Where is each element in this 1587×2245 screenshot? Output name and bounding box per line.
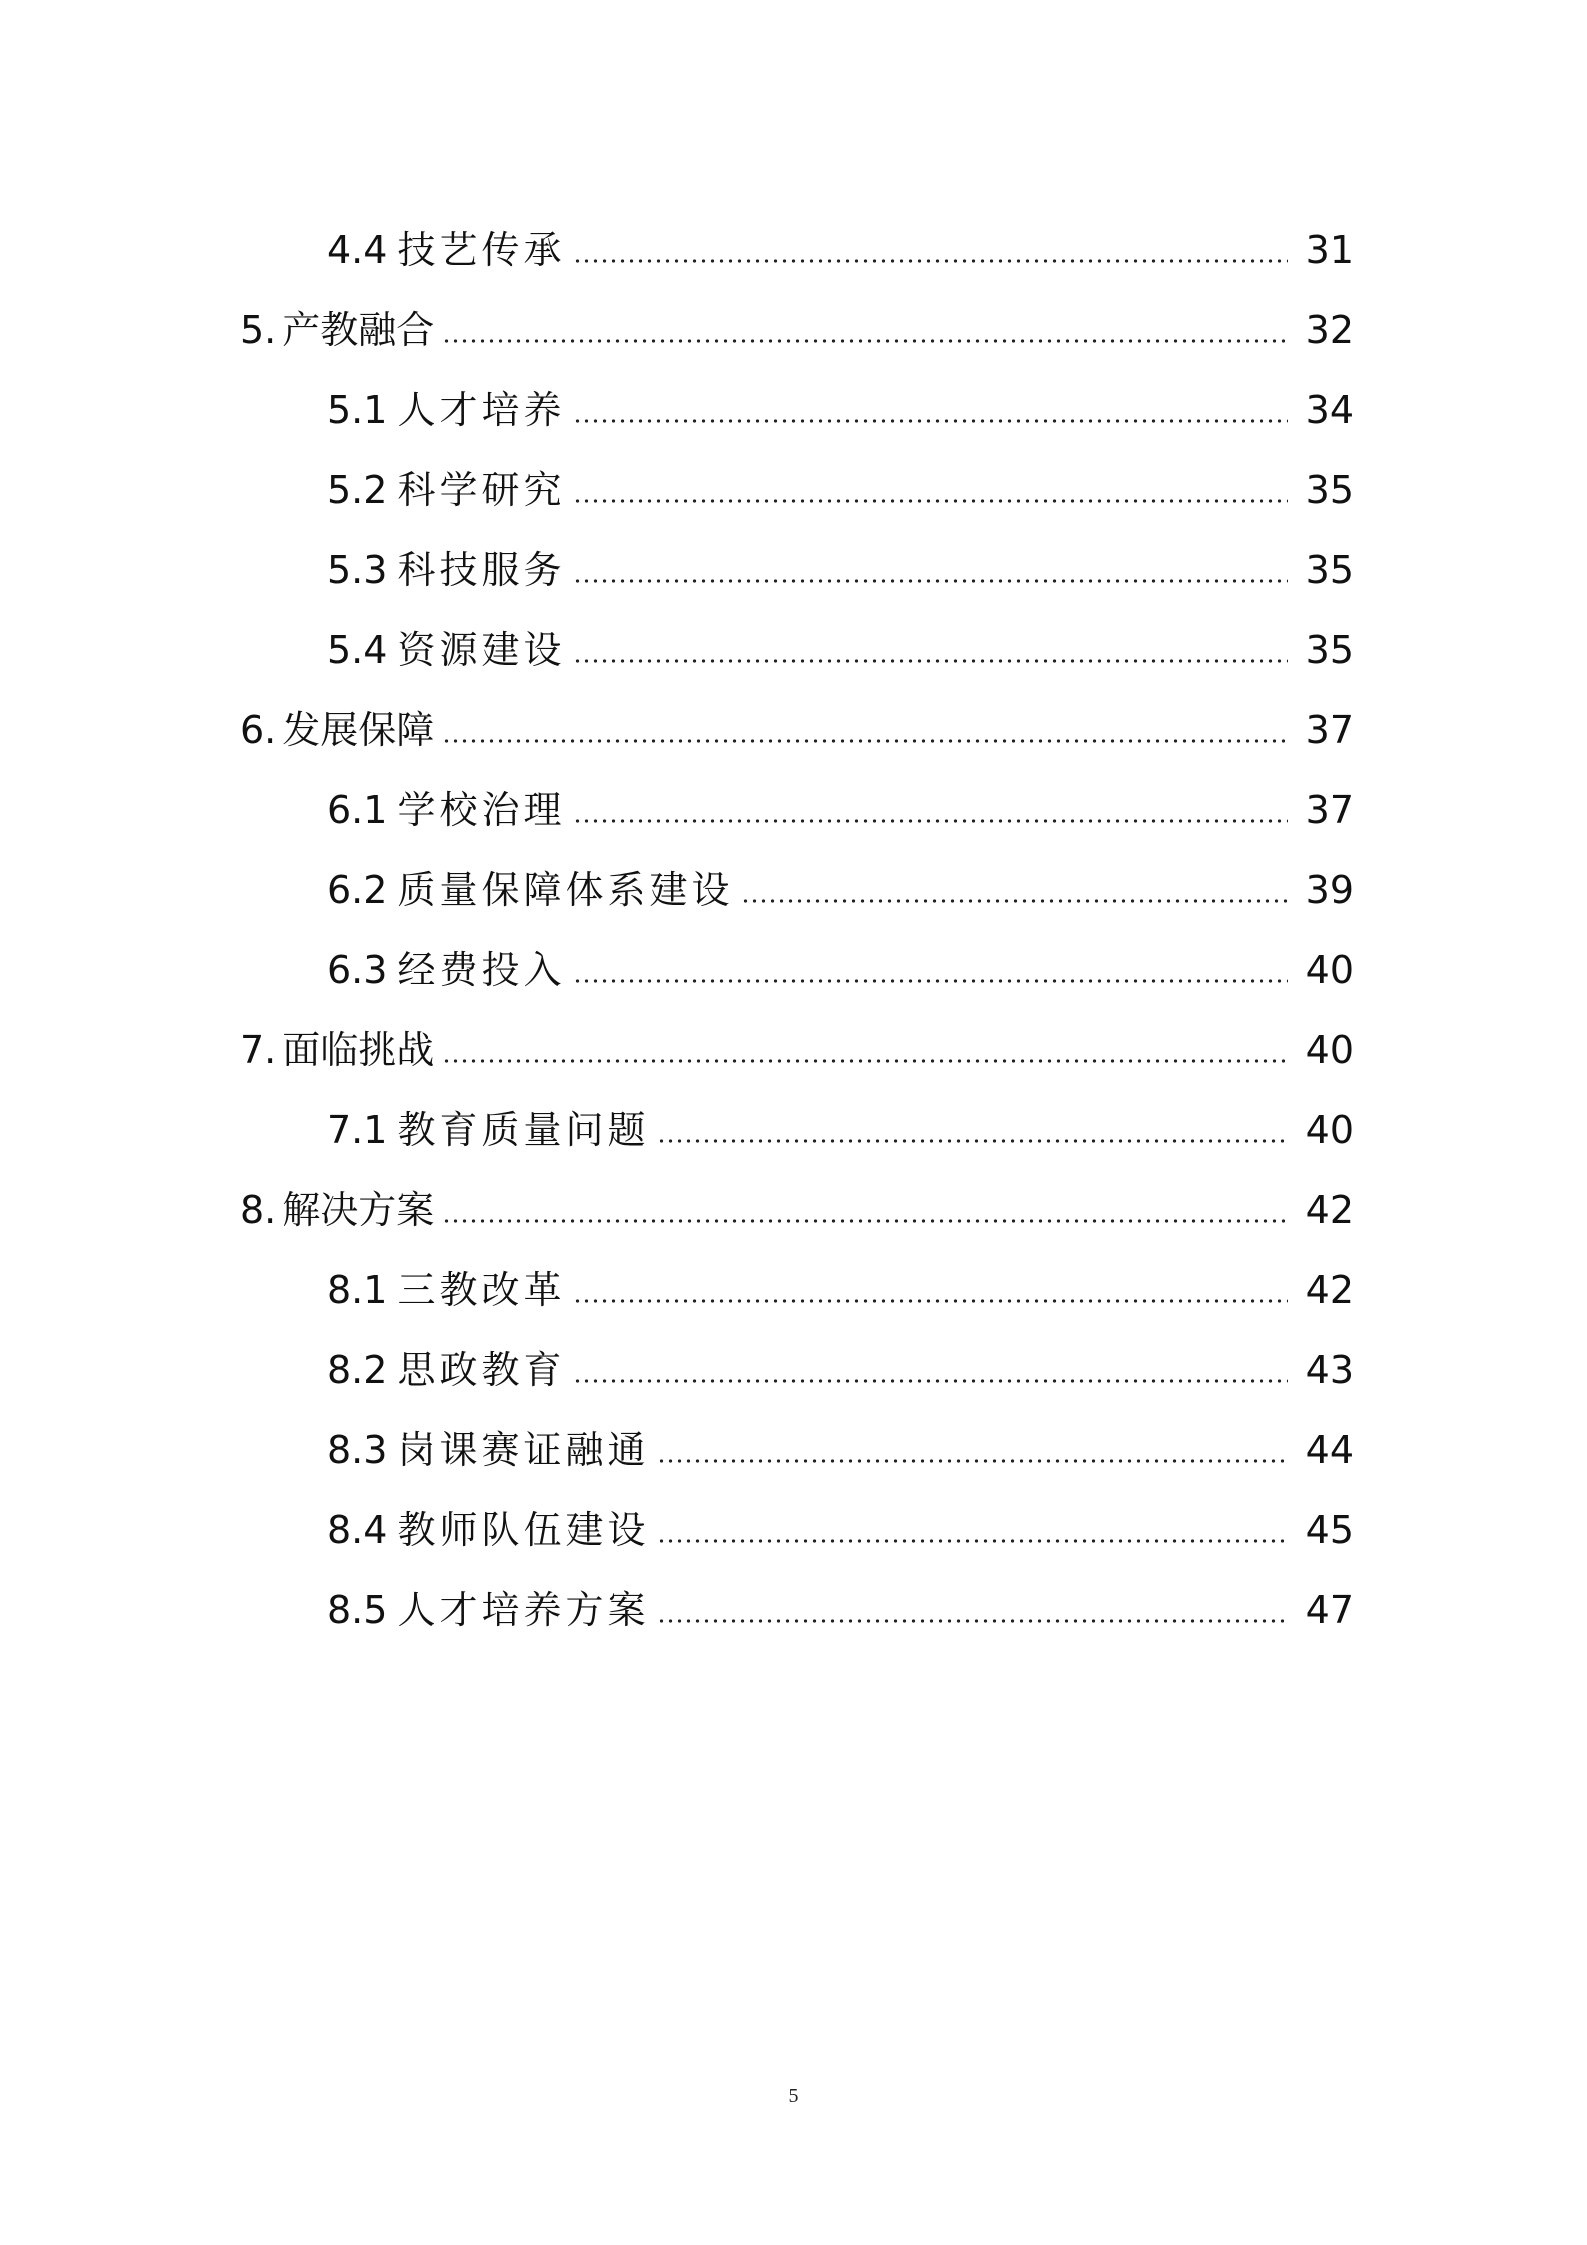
- dot-leader: [573, 1298, 1288, 1304]
- toc-entry-number: 8.4: [327, 1508, 388, 1552]
- dot-leader: [573, 578, 1288, 584]
- toc-entry-page: 40: [1305, 1028, 1354, 1072]
- dot-leader: [741, 898, 1288, 904]
- toc-entry-number: 6.3: [327, 948, 388, 992]
- toc-entry-page: 42: [1305, 1188, 1354, 1232]
- toc-entry-number: 8.5: [327, 1588, 388, 1632]
- toc-entry-page: 43: [1305, 1348, 1354, 1392]
- toc-entry-page: 34: [1305, 388, 1354, 432]
- dot-leader: [573, 418, 1288, 424]
- toc-entry-number: 7.: [240, 1028, 277, 1072]
- toc-entry-number: 6.2: [327, 868, 388, 912]
- toc-entry-page: 35: [1305, 548, 1354, 592]
- toc-entry-5[interactable]: [0, 290, 1587, 370]
- toc-entry-title: 产教融合: [282, 308, 435, 352]
- toc-entry-8-2[interactable]: [0, 1330, 1587, 1410]
- toc-entry-page: 32: [1305, 308, 1354, 352]
- toc-entry-6-3[interactable]: [0, 930, 1587, 1010]
- dot-leader: [573, 818, 1288, 824]
- dot-leader: [573, 258, 1288, 264]
- toc-entry-7[interactable]: [0, 1010, 1587, 1090]
- dot-leader: [573, 658, 1288, 664]
- toc-entry-8-3[interactable]: [0, 1410, 1587, 1490]
- toc-entry-number: 8.3: [327, 1428, 388, 1472]
- toc-entry-6-2[interactable]: [0, 850, 1587, 930]
- toc-entry-4-4[interactable]: [0, 210, 1587, 290]
- page-number: 5: [788, 2085, 799, 2107]
- toc-entry-number: 8.: [240, 1188, 277, 1232]
- dot-leader: [442, 738, 1288, 744]
- toc-entry-8-4[interactable]: [0, 1490, 1587, 1570]
- toc-entry-number: 5.4: [327, 628, 388, 672]
- dot-leader: [657, 1618, 1288, 1624]
- toc-entry-page: 35: [1305, 628, 1354, 672]
- toc-entry-8-1[interactable]: [0, 1250, 1587, 1330]
- toc-entry-5-2[interactable]: [0, 450, 1587, 530]
- toc-entry-title: 科技服务: [397, 548, 566, 592]
- toc-entry-title: 教育质量问题: [397, 1108, 650, 1152]
- toc-entry-page: 37: [1305, 708, 1354, 752]
- toc-entry-title: 科学研究: [397, 468, 566, 512]
- toc-entry-title: 教师队伍建设: [397, 1508, 650, 1552]
- toc-entry-page: 35: [1305, 468, 1354, 512]
- toc-entry-number: 5.: [240, 308, 277, 352]
- toc-entry-number: 5.3: [327, 548, 388, 592]
- toc-entry-6[interactable]: [0, 690, 1587, 770]
- toc-entry-title: 质量保障体系建设: [397, 868, 734, 912]
- toc-entry-page: 42: [1305, 1268, 1354, 1312]
- dot-leader: [573, 498, 1288, 504]
- toc-entry-page: 31: [1305, 228, 1354, 272]
- dot-leader: [657, 1138, 1288, 1144]
- toc-entry-number: 5.2: [327, 468, 388, 512]
- toc-entry-7-1[interactable]: [0, 1090, 1587, 1170]
- dot-leader: [442, 338, 1288, 344]
- toc-entry-title: 人才培养: [397, 388, 566, 432]
- dot-leader: [657, 1458, 1288, 1464]
- toc-entry-page: 39: [1305, 868, 1354, 912]
- toc-entry-number: 5.1: [327, 388, 388, 432]
- dot-leader: [442, 1218, 1288, 1224]
- toc-entry-number: 8.1: [327, 1268, 388, 1312]
- toc-entry-title: 思政教育: [397, 1348, 566, 1392]
- toc-entry-title: 岗课赛证融通: [397, 1428, 650, 1472]
- toc-entry-6-1[interactable]: [0, 770, 1587, 850]
- toc-entry-5-4[interactable]: [0, 610, 1587, 690]
- toc-entry-5-1[interactable]: [0, 370, 1587, 450]
- dot-leader: [442, 1058, 1288, 1064]
- toc-entry-title: 经费投入: [397, 948, 566, 992]
- toc-entry-title: 面临挑战: [282, 1028, 435, 1072]
- toc-entry-page: 44: [1305, 1428, 1354, 1472]
- toc-entry-5-3[interactable]: [0, 530, 1587, 610]
- dot-leader: [573, 978, 1288, 984]
- toc-entry-title: 资源建设: [397, 628, 566, 672]
- toc-entry-8-5[interactable]: [0, 1570, 1587, 1650]
- toc-entry-title: 三教改革: [397, 1268, 566, 1312]
- toc-entry-page: 45: [1305, 1508, 1354, 1552]
- toc-entry-number: 8.2: [327, 1348, 388, 1392]
- toc-entry-title: 人才培养方案: [397, 1588, 650, 1632]
- dot-leader: [573, 1378, 1288, 1384]
- dot-leader: [657, 1538, 1288, 1544]
- table-of-contents: [0, 210, 1587, 1650]
- toc-entry-page: 40: [1305, 1108, 1354, 1152]
- toc-entry-page: 47: [1305, 1588, 1354, 1632]
- toc-entry-title: 解决方案: [282, 1188, 435, 1232]
- toc-entry-number: 6.: [240, 708, 277, 752]
- toc-entry-number: 6.1: [327, 788, 388, 832]
- toc-entry-8[interactable]: [0, 1170, 1587, 1250]
- toc-entry-title: 学校治理: [397, 788, 566, 832]
- toc-entry-page: 40: [1305, 948, 1354, 992]
- toc-entry-number: 7.1: [327, 1108, 388, 1152]
- toc-entry-page: 37: [1305, 788, 1354, 832]
- toc-entry-number: 4.4: [327, 228, 388, 272]
- toc-entry-title: 技艺传承: [397, 228, 566, 272]
- toc-entry-title: 发展保障: [282, 708, 435, 752]
